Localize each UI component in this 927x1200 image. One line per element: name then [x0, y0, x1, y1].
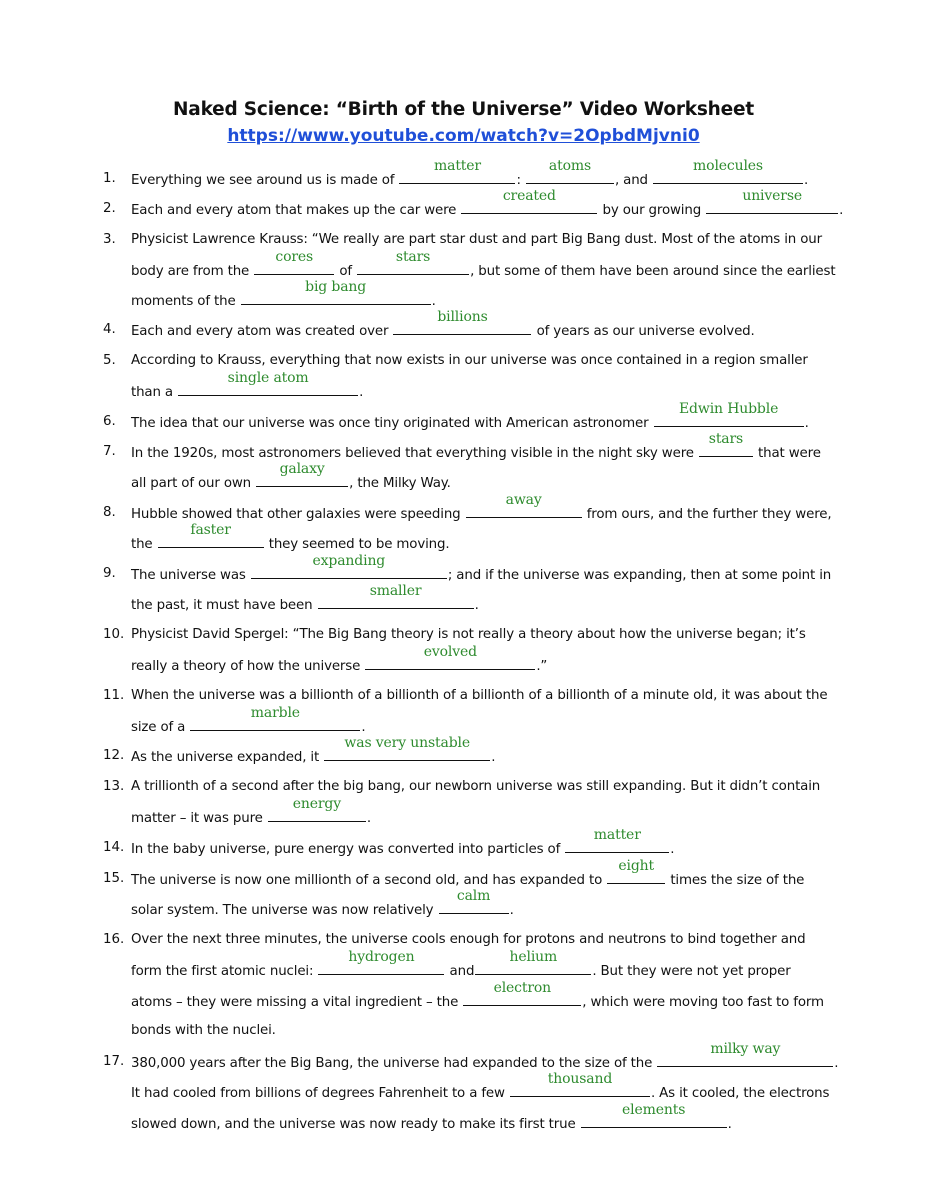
answer-text: molecules: [693, 158, 763, 174]
question-number: 17.: [103, 1054, 125, 1069]
answer-text: Edwin Hubble: [678, 401, 779, 417]
question-line: Over the next three minutes, the universe cools enough for protons and neutrons to bind together and: [131, 932, 806, 947]
answer-text: away: [505, 492, 542, 508]
question-number: 1.: [103, 171, 116, 186]
answer-text: energy: [292, 796, 341, 812]
answer-blank[interactable]: [158, 522, 264, 548]
answer-text: atoms: [548, 158, 592, 174]
answer-text: helium: [509, 949, 558, 965]
answer-text: milky way: [710, 1041, 781, 1057]
answer-blank[interactable]: [357, 249, 469, 275]
answer-blank[interactable]: [657, 1041, 833, 1067]
answer-text: stars: [395, 249, 431, 265]
answer-text: electron: [493, 980, 552, 996]
answer-text: smaller: [369, 583, 422, 599]
answer-blank[interactable]: [463, 980, 581, 1006]
answer-blank[interactable]: [565, 827, 669, 853]
question-number: 10.: [103, 627, 125, 642]
question-line: Each and every atom was created over billions of years as our universe evolved.: [131, 309, 755, 339]
question-line: form the first atomic nuclei: hydrogen and helium . But they were not yet proper: [131, 949, 791, 979]
question-line: all part of our own galaxy , the Milky Way.: [131, 461, 451, 491]
question-line: The universe is now one millionth of a second old, and has expanded to eight times the size of the: [131, 858, 805, 888]
answer-blank[interactable]: [581, 1102, 727, 1128]
question-number: 13.: [103, 779, 125, 794]
answer-text: was very unstable: [344, 735, 470, 751]
question-number: 3.: [103, 232, 116, 247]
answer-text: big bang: [305, 279, 367, 295]
answer-blank[interactable]: [254, 249, 334, 275]
answer-blank[interactable]: [654, 401, 804, 427]
question-number: 11.: [103, 688, 125, 703]
answer-text: marble: [250, 705, 300, 721]
answer-text: elements: [622, 1102, 686, 1118]
question-line: Physicist Lawrence Krauss: “We really are part star dust and part Big Bang dust. Most of the atoms in our: [131, 232, 822, 247]
question-number: 12.: [103, 748, 125, 763]
question-line: In the 1920s, most astronomers believed that everything visible in the night sky were stars that were: [131, 431, 821, 461]
question-number: 7.: [103, 444, 116, 459]
answer-blank[interactable]: [324, 735, 490, 761]
question-line: As the universe expanded, it was very unstable .: [131, 735, 496, 765]
question-line: atoms – they were missing a vital ingredient – the electron , which were moving too fast to form: [131, 980, 824, 1010]
answer-text: expanding: [312, 553, 386, 569]
question-number: 2.: [103, 201, 116, 216]
question-line: Each and every atom that makes up the car were created by our growing universe .: [131, 188, 844, 218]
worksheet-title: Naked Science: “Birth of the Universe” Video Worksheet: [173, 99, 754, 120]
question-line: slowed down, and the universe was now ready to make its first true elements .: [131, 1102, 732, 1132]
question-number: 14.: [103, 840, 125, 855]
question-line: When the universe was a billionth of a billionth of a billionth of a billionth of a minute old, it was about the: [131, 688, 828, 703]
answer-blank[interactable]: [475, 949, 591, 975]
answer-text: hydrogen: [348, 949, 415, 965]
answer-blank[interactable]: [699, 431, 753, 457]
answer-blank[interactable]: [510, 1071, 650, 1097]
question-line: In the baby universe, pure energy was converted into particles of matter .: [131, 827, 675, 857]
answer-blank[interactable]: [268, 796, 366, 822]
answer-blank[interactable]: [653, 158, 803, 184]
question-line: It had cooled from billions of degrees Fahrenheit to a few thousand . As it cooled, the electrons: [131, 1071, 830, 1101]
question-line: really a theory of how the universe evolved .”: [131, 644, 548, 674]
answer-text: single atom: [227, 370, 309, 386]
answer-text: billions: [437, 309, 488, 325]
question-line: body are from the cores of stars , but some of them have been around since the earliest: [131, 249, 836, 279]
video-link[interactable]: https://www.youtube.com/watch?v=2OpbdMjvni0: [227, 126, 700, 146]
question-number: 16.: [103, 932, 125, 947]
answer-blank[interactable]: [439, 888, 509, 914]
answer-blank[interactable]: [251, 553, 447, 579]
question-line: matter – it was pure energy .: [131, 796, 371, 826]
answer-text: calm: [456, 888, 491, 904]
question-line: size of a marble .: [131, 705, 366, 735]
answer-blank[interactable]: [706, 188, 838, 214]
answer-text: cores: [275, 249, 314, 265]
question-line: According to Krauss, everything that now exists in our universe was once contained in a region smaller: [131, 353, 808, 368]
answer-text: thousand: [547, 1071, 613, 1087]
answer-blank[interactable]: [399, 158, 515, 184]
question-number: 15.: [103, 871, 125, 886]
question-line: Hubble showed that other galaxies were speeding away from ours, and the further they were,: [131, 492, 832, 522]
question-number: 5.: [103, 353, 116, 368]
answer-text: eight: [618, 858, 655, 874]
answer-text: evolved: [423, 644, 477, 660]
question-number: 9.: [103, 566, 116, 581]
question-line: A trillionth of a second after the big bang, our newborn universe was still expanding. But it didn’t contain: [131, 779, 821, 794]
question-line: than a single atom .: [131, 370, 364, 400]
answer-blank[interactable]: [256, 461, 348, 487]
answer-blank[interactable]: [607, 858, 665, 884]
question-line: Physicist David Spergel: “The Big Bang theory is not really a theory about how the universe began; it’s: [131, 627, 806, 642]
answer-blank[interactable]: [393, 309, 531, 335]
answer-text: galaxy: [279, 461, 325, 477]
question-line: The universe was expanding ; and if the universe was expanding, then at some point in: [131, 553, 832, 583]
question-line: solar system. The universe was now relatively calm .: [131, 888, 514, 918]
answer-text: matter: [593, 827, 641, 843]
answer-blank[interactable]: [461, 188, 597, 214]
question-number: 6.: [103, 414, 116, 429]
question-number: 8.: [103, 505, 116, 520]
question-number: 4.: [103, 322, 116, 337]
answer-text: stars: [708, 431, 744, 447]
answer-blank[interactable]: [526, 158, 614, 184]
answer-text: universe: [742, 188, 802, 204]
question-line: 380,000 years after the Big Bang, the universe had expanded to the size of the milky way .: [131, 1041, 839, 1071]
question-line: moments of the big bang .: [131, 279, 436, 309]
question-line: Everything we see around us is made of matter : atoms , and molecules .: [131, 158, 809, 188]
question-line: the past, it must have been smaller .: [131, 583, 479, 613]
question-line: The idea that our universe was once tiny originated with American astronomer Edwin Hubble .: [131, 401, 809, 431]
answer-blank[interactable]: [318, 949, 444, 975]
answer-text: created: [502, 188, 556, 204]
answer-text: faster: [190, 522, 231, 538]
answer-blank[interactable]: [318, 583, 474, 609]
answer-blank[interactable]: [466, 492, 582, 518]
answer-text: matter: [434, 158, 481, 174]
question-line: the faster they seemed to be moving.: [131, 522, 450, 552]
question-line: bonds with the nuclei.: [131, 1023, 276, 1038]
answer-blank[interactable]: [365, 644, 535, 670]
